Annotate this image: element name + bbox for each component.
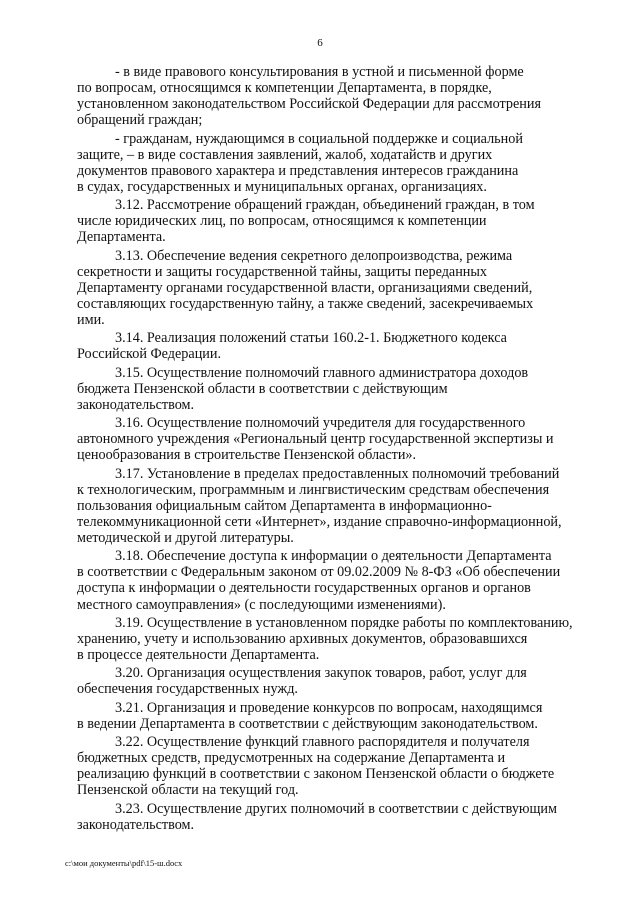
paragraph-3-17: 3.17. Установление в пределах предоставленных полномочий требований к технологическим, программным и лингвистическим средствам обеспечения пользования официальным сайтом Департамента в информационно- телекоммуникационной сети «Интернет», издание справочно-информационной, методической и другой литературы. <box>77 465 562 546</box>
document-body <box>77 64 598 833</box>
paragraph-social-support: - гражданам, нуждающимся в социальной поддержке и социальной защите, – в виде составления заявлений, жалоб, ходатайств и других документов правового характера и представления интересов гражданина в судах, государственных и муниципальных органах, организациях. <box>77 130 523 195</box>
paragraph-3-20: 3.20. Организация осуществления закупок товаров, работ, услуг для обеспечения государственных нужд. <box>77 665 527 698</box>
paragraph-consulting: - в виде правового консультирования в устной и письменной форме по вопросам, относящимся к компетенции Департамента, в порядке, установленном законодательством Российской Федерации для рассмотрения обращений граждан; <box>77 64 541 129</box>
paragraph-3-18: 3.18. Обеспечение доступа к информации о деятельности Департамента в соответствии с Федеральным законом от 09.02.2009 № 8-ФЗ «Об обеспечении доступа к информации о деятельности государственных органов и органов местного самоуправления» (с последующими изменениями). <box>77 548 561 613</box>
footer-file-path: c:\мои документы\pdf\15-ш.docx <box>65 858 183 868</box>
paragraph-3-15: 3.15. Осуществление полномочий главного администратора доходов бюджета Пензенской области в соответствии с действующим законодательством. <box>77 364 529 413</box>
paragraph-3-22: 3.22. Осуществление функций главного распорядителя и получателя бюджетных средств, предусмотренных на содержание Департамента и реализацию функций в соответствии с законом Пензенской области о бюджете Пензенской области на текущий год. <box>77 734 555 799</box>
page-number: 6 <box>317 37 323 49</box>
paragraph-3-12: 3.12. Рассмотрение обращений граждан, объединений граждан, в том числе юридических лиц, по вопросам, относящимся к компетенции Департамента. <box>77 197 535 246</box>
paragraph-3-13: 3.13. Обеспечение ведения секретного делопроизводства, режима секретности и защиты государственной тайны, защиты переданных Департаменту органами государственной власти, организациями сведений, составляющих государственную тайну, а также сведений, засекречиваемых ими. <box>77 247 534 328</box>
paragraph-3-21: 3.21. Организация и проведение конкурсов по вопросам, находящимся в ведении Департамента в соответствии с действующим законодательством. <box>77 699 543 732</box>
paragraph-3-14: 3.14. Реализация положений статьи 160.2-1. Бюджетного кодекса Российской Федерации. <box>77 330 507 363</box>
paragraph-3-23: 3.23. Осуществление других полномочий в соответствии с действующим законодательством. <box>77 800 558 833</box>
paragraph-3-19: 3.19. Осуществление в установленном порядке работы по комплектованию, хранению, учету и использованию архивных документов, образовавшихся в процессе деятельности Департамента. <box>77 614 573 663</box>
paragraph-3-16: 3.16. Осуществление полномочий учредителя для государственного автономного учреждения «Региональный центр государственной экспертизы и ценообразования в строительстве Пензенской области». <box>77 415 554 464</box>
